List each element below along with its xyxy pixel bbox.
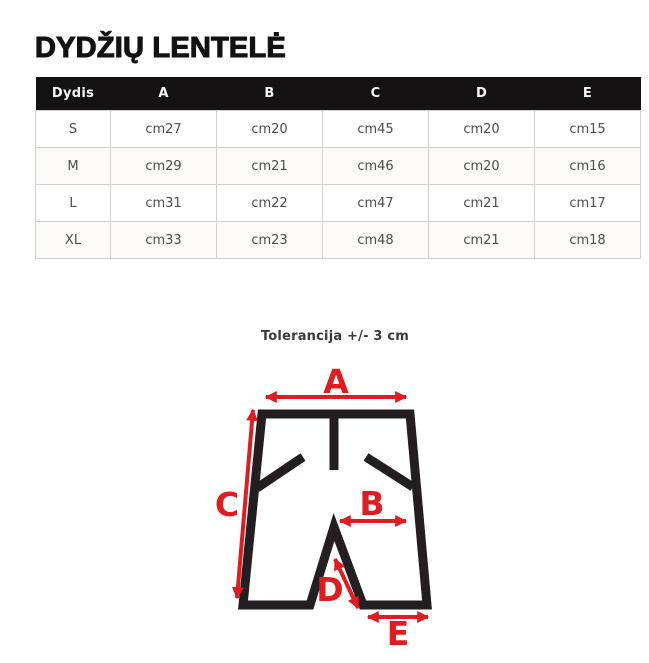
table-row-m: [36, 148, 641, 185]
table-cell: cm27: [111, 111, 217, 148]
table-cell: cm33: [111, 222, 217, 259]
table-cell: cm21: [217, 148, 323, 185]
left-pocket-line: [257, 457, 303, 488]
table-row-xl: [36, 222, 641, 259]
table-cell: cm47: [323, 185, 429, 222]
table-row-l: [36, 185, 641, 222]
table-cell: cm20: [217, 111, 323, 148]
table-cell: cm45: [323, 111, 429, 148]
table-header-row: [36, 77, 641, 111]
column-header-a: A: [111, 77, 217, 111]
column-header-e: E: [535, 77, 641, 111]
table-cell: cm17: [535, 185, 641, 222]
size-cell: L: [36, 185, 111, 222]
table-cell: cm29: [111, 148, 217, 185]
measure-label-a: A: [323, 362, 349, 401]
measure-label-d: D: [316, 570, 344, 609]
right-pocket-line: [366, 457, 413, 487]
table-cell: cm22: [217, 185, 323, 222]
page-title: DYDŽIŲ LENTELĖ: [35, 32, 286, 65]
size-cell: M: [36, 148, 111, 185]
tolerance-note: Tolerancija +/- 3 cm: [260, 329, 410, 344]
table-cell: cm18: [535, 222, 641, 259]
table-cell: cm48: [323, 222, 429, 259]
measure-label-e: E: [386, 614, 410, 653]
table-cell: cm21: [429, 185, 535, 222]
table-cell: cm31: [111, 185, 217, 222]
table-cell: cm46: [323, 148, 429, 185]
measure-label-b: B: [359, 484, 385, 523]
table-cell: cm16: [535, 148, 641, 185]
measure-label-c: C: [214, 485, 240, 524]
size-table: [35, 77, 641, 259]
column-header-b: B: [217, 77, 323, 111]
table-cell: cm23: [217, 222, 323, 259]
size-cell: XL: [36, 222, 111, 259]
table-row-s: [36, 111, 641, 148]
column-header-c: C: [323, 77, 429, 111]
table-cell: cm20: [429, 111, 535, 148]
table-cell: cm15: [535, 111, 641, 148]
table-cell: cm20: [429, 148, 535, 185]
column-header-d: D: [429, 77, 535, 111]
size-cell: S: [36, 111, 111, 148]
column-header-size: Dydis: [36, 77, 111, 111]
shorts-measurement-diagram: [200, 360, 470, 660]
table-cell: cm21: [429, 222, 535, 259]
